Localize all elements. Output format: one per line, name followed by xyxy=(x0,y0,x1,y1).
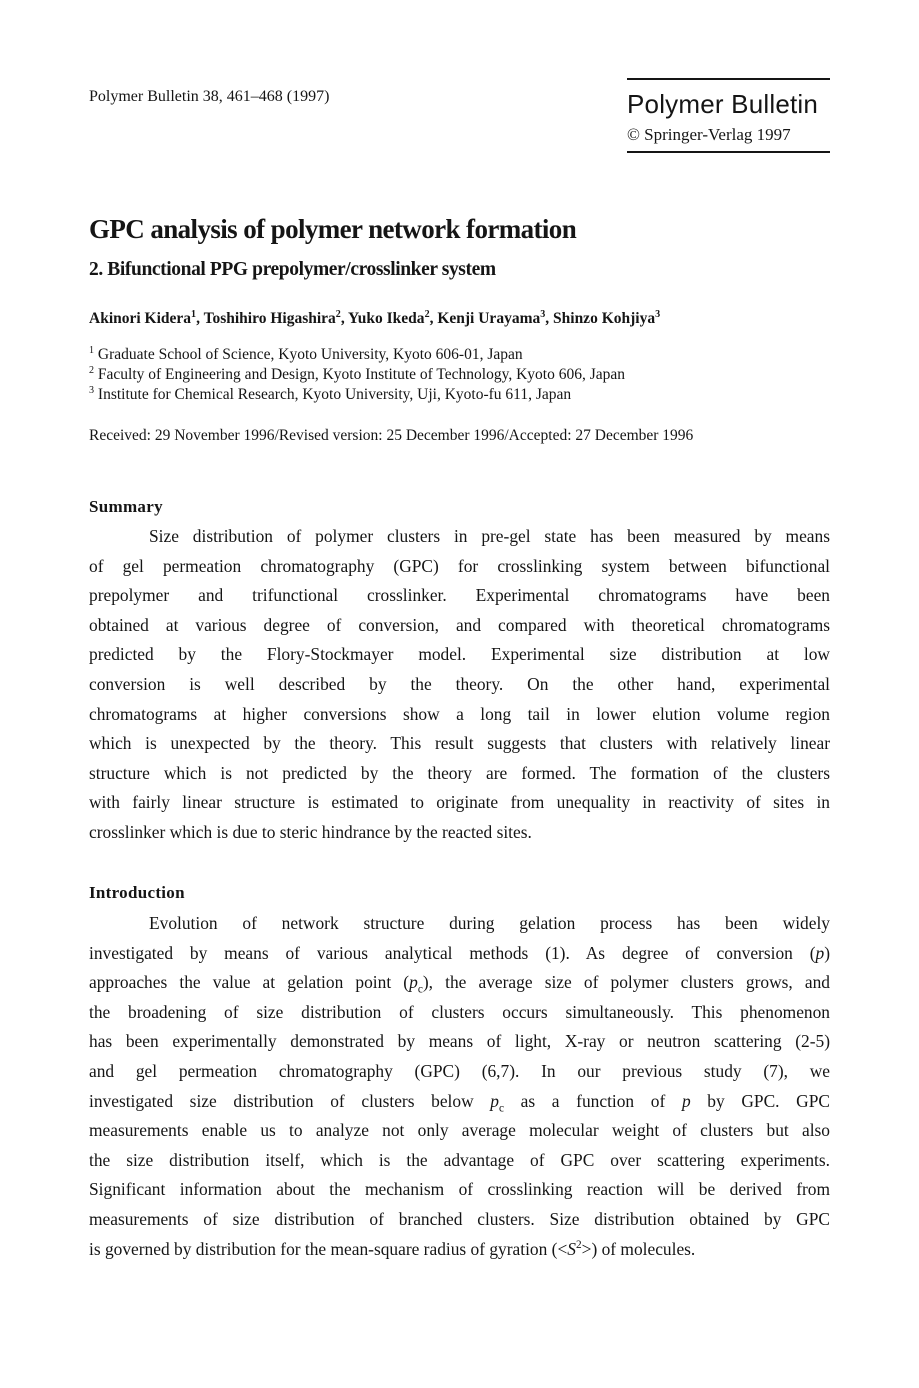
summary-line: Size distribution of polymer clusters in pre-gel state has been measured by means xyxy=(149,526,830,546)
summary-line: of gel permeation chromatography (GPC) for crosslinking system between bifunctional xyxy=(89,555,830,576)
line-text: ), the average size of polymer clusters grows, and xyxy=(422,972,830,993)
journal-name: Polymer Bulletin xyxy=(627,89,819,119)
author-affiliation-mark: 2 xyxy=(335,308,341,320)
copyright-line: © Springer-Verlag 1997 xyxy=(627,125,791,144)
author-affiliation-mark: 3 xyxy=(655,308,661,320)
affiliation-text: Graduate School of Science, Kyoto University, Kyoto 606-01, Japan xyxy=(97,346,523,363)
introduction-paragraph xyxy=(89,909,830,1264)
variable-p: p xyxy=(490,1090,499,1111)
line-text: >) of molecules. xyxy=(581,1238,696,1259)
summary-line: structure which is not predicted by the theory are formed. The formation of the clusters xyxy=(89,762,830,783)
summary-line: crosslinker which is due to steric hindrance by the reacted sites. xyxy=(89,821,532,842)
line-text: investigated by means of various analytical methods (1). As degree of conversion ( xyxy=(89,942,816,963)
introduction-line xyxy=(89,1087,830,1117)
journal-citation: Polymer Bulletin 38, 461–468 (1997) xyxy=(89,88,330,105)
affiliation-text: Institute for Chemical Research, Kyoto University, Uji, Kyoto-fu 611, Japan xyxy=(97,386,572,403)
line-text: approaches the value at gelation point ( xyxy=(89,972,410,993)
affiliation-list xyxy=(89,345,625,405)
line-text: is governed by distribution for the mean-square radius of gyration (< xyxy=(89,1238,568,1259)
introduction-heading: Introduction xyxy=(89,883,185,902)
introduction-line: measurements of size distribution of branched clusters. Size distribution obtained by GPC xyxy=(89,1208,830,1229)
masthead-bottom-rule xyxy=(627,151,830,153)
introduction-line xyxy=(89,1235,830,1265)
affiliation-number: 2 xyxy=(89,364,95,376)
introduction-line: the size distribution itself, which is the advantage of GPC over scattering experiments. xyxy=(89,1149,830,1170)
summary-paragraph xyxy=(89,522,830,848)
line-text: as a function of xyxy=(504,1090,682,1111)
author-name: Akinori Kidera xyxy=(89,310,192,327)
subscript-c: c xyxy=(499,1102,505,1115)
subscript-c: c xyxy=(417,983,423,996)
introduction-line xyxy=(89,968,830,998)
author-list: Akinori Kidera$^1$, Toshihiro Higashira$^2$, Yuko Ikeda$^2$, Kenji Urayama$^3$, Shinzo Kohjiya$^3$ xyxy=(89,308,661,327)
summary-line: prepolymer and trifunctional crosslinker. Experimental chromatograms have been xyxy=(89,585,830,606)
summary-line: with fairly linear structure is estimated to originate from unequality in reactivity of sites in xyxy=(89,792,830,813)
article-subtitle: 2. Bifunctional PPG prepolymer/crosslinker system xyxy=(89,259,496,280)
summary-line: which is unexpected by the theory. This result suggests that clusters with relatively linear xyxy=(89,733,830,754)
author-name: Yuko Ikeda xyxy=(348,310,425,327)
introduction-line: Significant information about the mechanism of crosslinking reaction will be derived from xyxy=(89,1179,830,1200)
summary-line: chromatograms at higher conversions show a long tail in lower elution volume region xyxy=(89,703,830,724)
line-text: investigated size distribution of clusters below xyxy=(89,1090,491,1111)
summary-line: predicted by the Flory-Stockmayer model. Experimental size distribution at low xyxy=(89,644,830,665)
introduction-line: has been experimentally demonstrated by means of light, X-ray or neutron scattering (2-5) xyxy=(89,1031,830,1052)
variable-S: S xyxy=(567,1238,576,1259)
introduction-line: measurements enable us to analyze not only average molecular weight of clusters but also xyxy=(89,1120,830,1141)
affiliation-item xyxy=(89,345,625,365)
introduction-line: the broadening of size distribution of clusters occurs simultaneously. This phenomenon xyxy=(89,1001,830,1022)
author-name: Toshihiro Higashira xyxy=(203,310,336,327)
affiliation-number: 1 xyxy=(89,344,95,356)
summary-line: conversion is well described by the theory. On the other hand, experimental xyxy=(89,673,830,694)
author-name: Kenji Urayama xyxy=(437,310,541,327)
summary-heading: Summary xyxy=(89,497,163,516)
masthead-top-rule xyxy=(627,78,830,80)
affiliation-text: Faculty of Engineering and Design, Kyoto Institute of Technology, Kyoto 606, Japan xyxy=(97,366,626,383)
affiliation-item xyxy=(89,385,625,405)
line-text: ) xyxy=(824,942,830,963)
received-dates: Received: 29 November 1996/Revised version: 25 December 1996/Accepted: 27 December 1996 xyxy=(89,427,694,444)
author-affiliation-mark: 1 xyxy=(191,308,197,320)
summary-line: obtained at various degree of conversion, and compared with theoretical chromatograms xyxy=(89,614,830,635)
superscript-2: 2 xyxy=(575,1238,582,1251)
introduction-line xyxy=(89,939,830,969)
author-name: Shinzo Kohjiya xyxy=(553,310,656,327)
author-affiliation-mark: 3 xyxy=(540,308,546,320)
affiliation-item xyxy=(89,365,625,385)
article-title: GPC analysis of polymer network formation xyxy=(89,214,577,244)
variable-p: p xyxy=(815,942,825,963)
introduction-line: and gel permeation chromatography (GPC) (6,7). In our previous study (7), we xyxy=(89,1060,830,1081)
line-text: by GPC. GPC xyxy=(690,1090,830,1111)
introduction-line: Evolution of network structure during gelation process has been widely xyxy=(149,913,830,933)
author-affiliation-mark: 2 xyxy=(424,308,430,320)
variable-p: p xyxy=(409,972,418,993)
variable-p: p xyxy=(681,1090,691,1111)
journal-masthead xyxy=(627,78,830,153)
affiliation-number: 3 xyxy=(89,384,95,396)
